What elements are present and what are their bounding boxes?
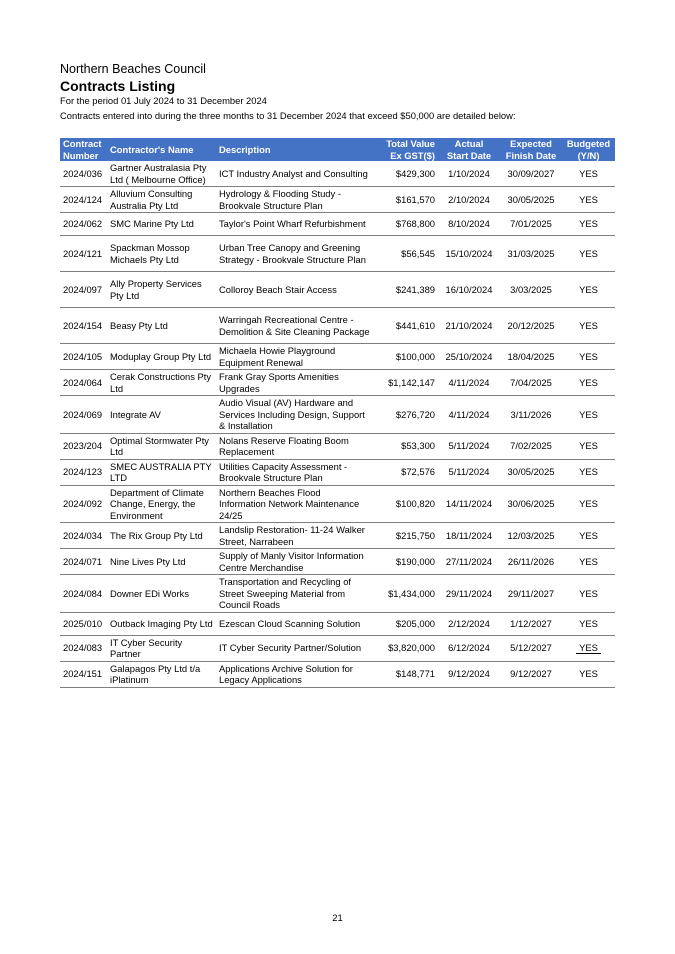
description-cell: Landslip Restoration- 11-24 Walker Street, Narrabeen	[216, 523, 373, 549]
contractor-cell: SMC Marine Pty Ltd	[107, 213, 216, 236]
table-header-row	[60, 138, 615, 161]
budgeted-cell: YES	[562, 612, 615, 635]
contract-number-cell: 2024/069	[60, 396, 107, 434]
table-row	[60, 612, 615, 635]
contractor-cell: Alluvium Consulting Australia Pty Ltd	[107, 187, 216, 213]
budgeted-cell: YES	[562, 549, 615, 575]
total-value-cell: $72,576	[373, 459, 438, 485]
contractor-cell: Nine Lives Pty Ltd	[107, 549, 216, 575]
contractor-cell: The Rix Group Pty Ltd	[107, 523, 216, 549]
total-value-cell: $1,142,147	[373, 370, 438, 396]
column-header-finish-date: Expected Finish Date	[500, 138, 562, 161]
contractor-cell: Outback Imaging Pty Ltd	[107, 612, 216, 635]
budgeted-cell: YES	[562, 308, 615, 344]
column-header-start-date: Actual Start Date	[438, 138, 500, 161]
total-value-cell: $100,000	[373, 344, 438, 370]
table-row	[60, 236, 615, 272]
total-value-cell: $3,820,000	[373, 635, 438, 661]
finish-date-cell: 3/11/2026	[500, 396, 562, 434]
total-value-cell: $215,750	[373, 523, 438, 549]
start-date-cell: 16/10/2024	[438, 272, 500, 308]
total-value-cell: $190,000	[373, 549, 438, 575]
total-value-cell: $441,610	[373, 308, 438, 344]
start-date-cell: 15/10/2024	[438, 236, 500, 272]
organisation-name: Northern Beaches Council	[60, 62, 206, 76]
contractor-cell: IT Cyber Security Partner	[107, 635, 216, 661]
contractor-cell: Beasy Pty Ltd	[107, 308, 216, 344]
table-row	[60, 213, 615, 236]
finish-date-cell: 7/01/2025	[500, 213, 562, 236]
finish-date-cell: 18/04/2025	[500, 344, 562, 370]
contract-number-cell: 2024/151	[60, 661, 107, 687]
description-cell: Urban Tree Canopy and Greening Strategy - Brookvale Structure Plan	[216, 236, 373, 272]
description-cell: Hydrology & Flooding Study - Brookvale Structure Plan	[216, 187, 373, 213]
column-header-budgeted: Budgeted (Y/N)	[562, 138, 615, 161]
total-value-cell: $148,771	[373, 661, 438, 687]
finish-date-cell: 30/05/2025	[500, 187, 562, 213]
contract-number-cell: 2024/105	[60, 344, 107, 370]
finish-date-cell: 7/02/2025	[500, 433, 562, 459]
contractor-cell: Downer EDi Works	[107, 575, 216, 613]
finish-date-cell: 7/04/2025	[500, 370, 562, 396]
table-row	[60, 459, 615, 485]
description-cell: IT Cyber Security Partner/Solution	[216, 635, 373, 661]
description-cell: Utilities Capacity Assessment - Brookvale Structure Plan	[216, 459, 373, 485]
start-date-cell: 9/12/2024	[438, 661, 500, 687]
contract-number-cell: 2024/036	[60, 161, 107, 187]
start-date-cell: 8/10/2024	[438, 213, 500, 236]
budgeted-cell: YES	[562, 236, 615, 272]
description-cell: Transportation and Recycling of Street Sweeping Material from Council Roads	[216, 575, 373, 613]
start-date-cell: 14/11/2024	[438, 485, 500, 523]
contract-number-cell: 2025/010	[60, 612, 107, 635]
start-date-cell: 1/10/2024	[438, 161, 500, 187]
contractor-cell: Department of Climate Change, Energy, the Environment	[107, 485, 216, 523]
table-row	[60, 370, 615, 396]
contract-number-cell: 2024/123	[60, 459, 107, 485]
budgeted-cell: YES	[562, 344, 615, 370]
budgeted-cell: YES	[562, 370, 615, 396]
total-value-cell: $1,434,000	[373, 575, 438, 613]
budgeted-cell: YES	[562, 433, 615, 459]
finish-date-cell: 30/05/2025	[500, 459, 562, 485]
total-value-cell: $56,545	[373, 236, 438, 272]
start-date-cell: 5/11/2024	[438, 459, 500, 485]
report-title: Contracts Listing	[60, 78, 176, 94]
contractor-cell: Ally Property Services Pty Ltd	[107, 272, 216, 308]
finish-date-cell: 3/03/2025	[500, 272, 562, 308]
start-date-cell: 2/10/2024	[438, 187, 500, 213]
budgeted-cell: YES	[562, 272, 615, 308]
contractor-cell: Spackman Mossop Michaels Pty Ltd	[107, 236, 216, 272]
description-cell: Northern Beaches Flood Information Network Maintenance 24/25	[216, 485, 373, 523]
table-row	[60, 308, 615, 344]
table-row	[60, 396, 615, 434]
budgeted-cell: YES	[562, 161, 615, 187]
table-row	[60, 523, 615, 549]
budgeted-cell: YES	[562, 187, 615, 213]
table-row	[60, 575, 615, 613]
column-header-description: Description	[216, 138, 373, 161]
start-date-cell: 29/11/2024	[438, 575, 500, 613]
start-date-cell: 21/10/2024	[438, 308, 500, 344]
table-row	[60, 433, 615, 459]
finish-date-cell: 9/12/2027	[500, 661, 562, 687]
total-value-cell: $53,300	[373, 433, 438, 459]
description-cell: Applications Archive Solution for Legacy Applications	[216, 661, 373, 687]
finish-date-cell: 31/03/2025	[500, 236, 562, 272]
page-number: 21	[332, 912, 343, 923]
table-row	[60, 344, 615, 370]
total-value-cell: $241,389	[373, 272, 438, 308]
start-date-cell: 25/10/2024	[438, 344, 500, 370]
report-header	[60, 61, 620, 122]
column-header-contractor: Contractor's Name	[107, 138, 216, 161]
table-row	[60, 161, 615, 187]
start-date-cell: 2/12/2024	[438, 612, 500, 635]
finish-date-cell: 30/09/2027	[500, 161, 562, 187]
contractor-cell: Optimal Stormwater Pty Ltd	[107, 433, 216, 459]
description-cell: Frank Gray Sports Amenities Upgrades	[216, 370, 373, 396]
total-value-cell: $100,820	[373, 485, 438, 523]
description-cell: Warringah Recreational Centre - Demolition & Site Cleaning Package	[216, 308, 373, 344]
table-row	[60, 187, 615, 213]
finish-date-cell: 1/12/2027	[500, 612, 562, 635]
column-header-total-value: Total Value Ex GST($)	[373, 138, 438, 161]
contract-number-cell: 2024/084	[60, 575, 107, 613]
table-row	[60, 661, 615, 687]
budgeted-cell: YES	[562, 575, 615, 613]
contract-number-cell: 2024/121	[60, 236, 107, 272]
table-row	[60, 549, 615, 575]
start-date-cell: 6/12/2024	[438, 635, 500, 661]
contract-number-cell: 2024/124	[60, 187, 107, 213]
finish-date-cell: 20/12/2025	[500, 308, 562, 344]
budgeted-cell: YES	[562, 485, 615, 523]
total-value-cell: $205,000	[373, 612, 438, 635]
contract-number-cell: 2023/204	[60, 433, 107, 459]
contract-number-cell: 2024/083	[60, 635, 107, 661]
table-row	[60, 272, 615, 308]
finish-date-cell: 5/12/2027	[500, 635, 562, 661]
start-date-cell: 27/11/2024	[438, 549, 500, 575]
description-cell: Supply of Manly Visitor Information Centre Merchandise	[216, 549, 373, 575]
finish-date-cell: 30/06/2025	[500, 485, 562, 523]
contracts-table	[60, 138, 615, 688]
column-header-contract-number: Contract Number	[60, 138, 107, 161]
budgeted-cell: YES	[562, 661, 615, 687]
contract-number-cell: 2024/064	[60, 370, 107, 396]
finish-date-cell: 26/11/2026	[500, 549, 562, 575]
budgeted-cell: YES	[562, 396, 615, 434]
start-date-cell: 5/11/2024	[438, 433, 500, 459]
total-value-cell: $429,300	[373, 161, 438, 187]
contractor-cell: Galapagos Pty Ltd t/a iPlatinum	[107, 661, 216, 687]
contract-number-cell: 2024/092	[60, 485, 107, 523]
budgeted-cell: YES	[562, 213, 615, 236]
start-date-cell: 4/11/2024	[438, 370, 500, 396]
budgeted-cell: YES	[562, 523, 615, 549]
contractor-cell: Moduplay Group Pty Ltd	[107, 344, 216, 370]
contract-number-cell: 2024/097	[60, 272, 107, 308]
description-cell: Michaela Howie Playground Equipment Renewal	[216, 344, 373, 370]
contract-number-cell: 2024/034	[60, 523, 107, 549]
contract-number-cell: 2024/154	[60, 308, 107, 344]
total-value-cell: $276,720	[373, 396, 438, 434]
contractor-cell: Gartner Australasia Pty Ltd ( Melbourne Office)	[107, 161, 216, 187]
description-cell: Audio Visual (AV) Hardware and Services Including Design, Support & Installation	[216, 396, 373, 434]
total-value-cell: $768,800	[373, 213, 438, 236]
contract-number-cell: 2024/071	[60, 549, 107, 575]
table-row	[60, 485, 615, 523]
description-cell: Taylor's Point Wharf Refurbishment	[216, 213, 373, 236]
start-date-cell: 18/11/2024	[438, 523, 500, 549]
contract-number-cell: 2024/062	[60, 213, 107, 236]
finish-date-cell: 12/03/2025	[500, 523, 562, 549]
description-cell: Ezescan Cloud Scanning Solution	[216, 612, 373, 635]
start-date-cell: 4/11/2024	[438, 396, 500, 434]
budgeted-cell: YES	[562, 635, 615, 661]
table-row	[60, 635, 615, 661]
contractor-cell: Cerak Constructions Pty Ltd	[107, 370, 216, 396]
report-period: For the period 01 July 2024 to 31 December 2024	[60, 95, 267, 106]
total-value-cell: $161,570	[373, 187, 438, 213]
description-cell: Nolans Reserve Floating Boom Replacement	[216, 433, 373, 459]
description-cell: ICT Industry Analyst and Consulting	[216, 161, 373, 187]
contractor-cell: SMEC AUSTRALIA PTY LTD	[107, 459, 216, 485]
budgeted-cell: YES	[562, 459, 615, 485]
report-intro: Contracts entered into during the three months to 31 December 2024 that exceed $50,000 are detailed below:	[60, 110, 516, 121]
description-cell: Colloroy Beach Stair Access	[216, 272, 373, 308]
contractor-cell: Integrate AV	[107, 396, 216, 434]
finish-date-cell: 29/11/2027	[500, 575, 562, 613]
